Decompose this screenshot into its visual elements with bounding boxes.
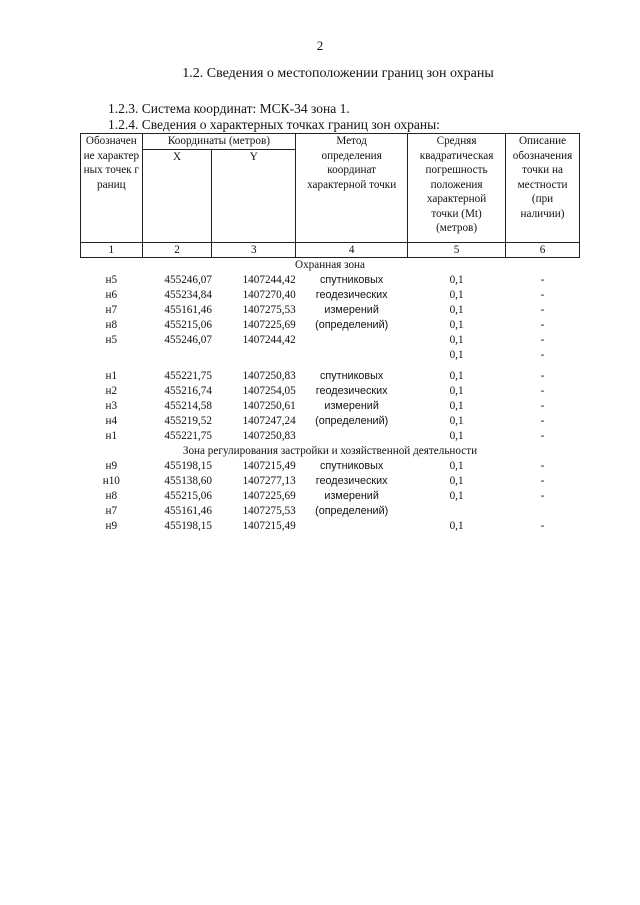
point-designation: н6 (105, 289, 118, 302)
description-value: - (540, 370, 545, 383)
points-intro-line: 1.2.4. Сведения о характерных точках границ зон охраны: (108, 117, 440, 132)
coordinate-x: 455234,84 (164, 289, 212, 302)
coordinate-y: 1407270,40 (242, 289, 296, 302)
coordinate-y: 1407250,83 (242, 370, 296, 383)
point-designation: н3 (105, 400, 118, 413)
description-value: - (540, 274, 545, 287)
header-y: Y (212, 149, 296, 242)
table-row (81, 333, 580, 348)
description-value: - (540, 520, 545, 533)
description-value: - (540, 334, 545, 347)
coordinate-y (212, 348, 296, 363)
header-accuracy: Средняя квадратическая погрешность положения характерной точки (Mt) (метров) (408, 134, 506, 243)
section-title: 1.2. Сведения о местоположении границ зон охраны (182, 66, 494, 81)
point-designation: н1 (105, 430, 118, 443)
accuracy-value: 0,1 (449, 304, 464, 317)
description-value: - (540, 490, 545, 503)
coordinate-y: 1407225,69 (242, 319, 296, 332)
zone-name: Зона регулирования застройки и хозяйственной деятельности (182, 445, 478, 458)
accuracy-value: 0,1 (449, 334, 464, 347)
point-designation: н5 (105, 274, 118, 287)
coordinate-y: 1407215,49 (242, 460, 296, 473)
accuracy-value: 0,1 (449, 289, 464, 302)
accuracy-value: 0,1 (449, 370, 464, 383)
table-row (81, 348, 580, 363)
method-cell: спутниковых геодезических измерений (определений) (315, 274, 389, 331)
column-number: 3 (212, 242, 296, 258)
accuracy-value: 0,1 (449, 460, 464, 473)
column-number: 4 (296, 242, 408, 258)
point-designation: н4 (105, 415, 118, 428)
coordinate-y: 1407225,69 (242, 490, 296, 503)
method-cell: спутниковых геодезических измерений (определений) (315, 460, 389, 517)
coordinate-system-line: 1.2.3. Система координат: МСК-34 зона 1. (108, 101, 350, 116)
coordinate-x: 455246,07 (164, 334, 212, 347)
coordinate-y: 1407275,53 (242, 505, 296, 518)
point-designation (81, 348, 143, 363)
coordinates-table (80, 133, 580, 534)
page-number: 2 (316, 38, 324, 53)
coordinate-x: 455214,58 (164, 400, 212, 413)
table-row (81, 273, 580, 288)
description-value: - (540, 289, 545, 302)
accuracy-value: 0,1 (449, 430, 464, 443)
coordinate-y: 1407215,49 (242, 520, 296, 533)
point-designation: н9 (105, 460, 118, 473)
column-number: 6 (506, 242, 580, 258)
accuracy-value: 0,1 (449, 415, 464, 428)
point-designation: н8 (105, 490, 118, 503)
point-designation: н7 (105, 304, 118, 317)
point-designation: н9 (105, 520, 118, 533)
description-value: - (540, 400, 545, 413)
description-value: - (540, 475, 545, 488)
table-row (81, 459, 580, 474)
description-value: - (540, 319, 545, 332)
coordinate-y: 1407277,13 (242, 475, 296, 488)
point-designation: н10 (102, 475, 120, 488)
accuracy-value: 0,1 (449, 349, 464, 362)
description-value: - (540, 460, 545, 473)
description-value: - (540, 430, 545, 443)
accuracy-value: 0,1 (449, 490, 464, 503)
coordinate-x: 455246,07 (164, 274, 212, 287)
table-body (81, 258, 580, 535)
description-value: - (540, 304, 545, 317)
accuracy-value: 0,1 (449, 319, 464, 332)
table-row (81, 369, 580, 384)
header-method: Метод определения координат характерной точки (296, 134, 408, 243)
coordinate-y: 1407250,83 (242, 430, 296, 443)
column-number: 5 (408, 242, 506, 258)
coordinate-y: 1407250,61 (242, 400, 296, 413)
point-designation: н8 (105, 319, 118, 332)
description-value (506, 504, 580, 519)
zone-name: Охранная зона (294, 259, 365, 272)
header-coordinates: Координаты (метров) (142, 134, 296, 150)
accuracy-value (408, 504, 506, 519)
accuracy-value: 0,1 (449, 475, 464, 488)
coordinate-x (142, 348, 212, 363)
coordinate-y: 1407254,05 (242, 385, 296, 398)
coordinate-x: 455138,60 (164, 475, 212, 488)
point-designation: н1 (105, 370, 118, 383)
description-value: - (540, 349, 545, 362)
zone-row (81, 444, 580, 459)
coordinate-y: 1407244,42 (242, 334, 296, 347)
accuracy-value: 0,1 (449, 520, 464, 533)
method-cell: спутниковых геодезических измерений (определений) (315, 370, 389, 427)
coordinate-x: 455216,74 (164, 385, 212, 398)
column-number: 1 (81, 242, 143, 258)
coordinate-x: 455221,75 (164, 370, 212, 383)
point-designation: н7 (105, 505, 118, 518)
header-point-designation: Обозначение характерных точек границ (81, 134, 143, 243)
header-x: X (142, 149, 212, 242)
coordinate-x: 455215,06 (164, 490, 212, 503)
zone-row (81, 258, 580, 274)
point-designation: н2 (105, 385, 118, 398)
coordinate-x: 455161,46 (164, 505, 212, 518)
accuracy-value: 0,1 (449, 385, 464, 398)
point-designation: н5 (105, 334, 118, 347)
description-value: - (540, 385, 545, 398)
coordinate-y: 1407275,53 (242, 304, 296, 317)
coordinate-x: 455215,06 (164, 319, 212, 332)
column-number: 2 (142, 242, 212, 258)
accuracy-value: 0,1 (449, 274, 464, 287)
coordinate-x: 455219,52 (164, 415, 212, 428)
accuracy-value: 0,1 (449, 400, 464, 413)
coordinate-x: 455221,75 (164, 430, 212, 443)
coordinate-x: 455198,15 (164, 520, 212, 533)
coordinate-y: 1407244,42 (242, 274, 296, 287)
table-row (81, 429, 580, 444)
description-value: - (540, 415, 545, 428)
header-description: Описание обозначения точки на местности (при наличии) (506, 134, 580, 243)
coordinate-y: 1407247,24 (242, 415, 296, 428)
coordinate-x: 455198,15 (164, 460, 212, 473)
table-row (81, 519, 580, 534)
coordinate-x: 455161,46 (164, 304, 212, 317)
